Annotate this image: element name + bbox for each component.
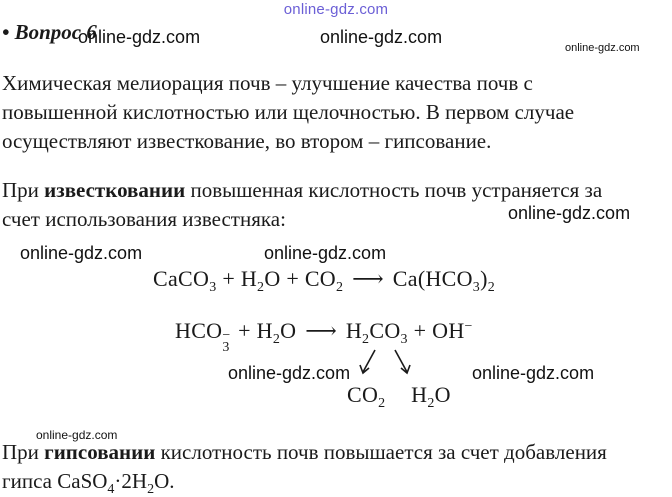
watermark-top: online-gdz.com xyxy=(283,1,389,18)
subscript: 3 xyxy=(472,280,481,295)
equation-2: HCO − 3 + $H_2O$ ⟶ $H_2CO_3 + OH^-$ xyxy=(175,318,473,355)
reaction-arrow: ⟶ xyxy=(305,318,338,343)
bold-term: гипсовании xyxy=(44,440,156,464)
text: кислотность почв повышается за счет добавления xyxy=(155,440,607,464)
watermark: online-gdz.com xyxy=(36,428,118,442)
formula-part: O + CO xyxy=(264,266,336,291)
formula-part: CO xyxy=(347,382,379,407)
question-heading: • Вопрос 6 xyxy=(2,20,97,44)
watermark: online-gdz.com xyxy=(20,243,143,263)
formula-part: CO xyxy=(369,318,401,343)
subscript: 2 xyxy=(336,280,344,295)
formula-part: Ca(HCO xyxy=(392,266,473,291)
formula-part: CaCO xyxy=(153,266,210,291)
subscript: 2 xyxy=(147,482,155,497)
watermark: online-gdz.com xyxy=(228,363,351,383)
formula-part: + H xyxy=(232,318,273,343)
subscript: 2 xyxy=(378,396,386,411)
watermark: online-gdz.com xyxy=(508,203,631,223)
subscript: 2 xyxy=(487,280,496,295)
subscript: 3 xyxy=(400,332,408,347)
formula-part: HCO xyxy=(175,318,223,343)
formula-part: ) xyxy=(480,266,488,291)
text: гипса CaSO xyxy=(2,469,108,493)
text: ·2H xyxy=(114,469,148,493)
paragraph-line: повышенной кислотностью или щелочностью. В первом случае xyxy=(2,100,575,124)
formula-part: H xyxy=(411,382,428,407)
paragraph-line xyxy=(2,176,670,205)
paragraph-intro xyxy=(2,69,670,156)
paragraph-line: счет использования известняка: xyxy=(2,207,286,231)
formula-part: O xyxy=(434,382,451,407)
subscript: 2 xyxy=(362,332,370,347)
formula-part: O xyxy=(280,318,297,343)
decomposition-arrows xyxy=(355,348,425,378)
formula-part: H xyxy=(345,318,363,343)
subscript: 2 xyxy=(272,332,281,347)
subscript: 2 xyxy=(257,280,265,295)
decomposition-products xyxy=(347,382,451,411)
paragraph-line xyxy=(2,438,670,467)
text: O. xyxy=(154,469,175,493)
watermark: online-gdz.com xyxy=(472,363,595,383)
paragraph-gypsum xyxy=(2,438,670,496)
text: При xyxy=(2,178,45,202)
reaction-arrow: ⟶ xyxy=(352,266,384,291)
paragraph-line: осуществляют известкование, во втором – гипсование. xyxy=(2,129,492,153)
watermark: online-gdz.com xyxy=(264,243,387,263)
text: При xyxy=(2,440,45,464)
superscript: − xyxy=(464,319,473,334)
formula-part: + H xyxy=(216,266,258,291)
watermark: online-gdz.com xyxy=(565,42,640,54)
bold-term: известковании xyxy=(44,178,186,202)
watermark: online-gdz.com xyxy=(320,27,443,47)
watermark: online-gdz.com xyxy=(78,27,201,47)
paragraph-line: Химическая мелиорация почв – улучшение качества почв с xyxy=(2,71,533,95)
subscript: 2 xyxy=(427,396,435,411)
formula-part: + OH xyxy=(407,318,465,343)
subscript: 3 xyxy=(209,280,217,295)
equation-1 xyxy=(153,266,496,295)
subscript: 4 xyxy=(107,482,115,497)
text: повышенная кислотность почв устраняется за xyxy=(185,178,603,202)
